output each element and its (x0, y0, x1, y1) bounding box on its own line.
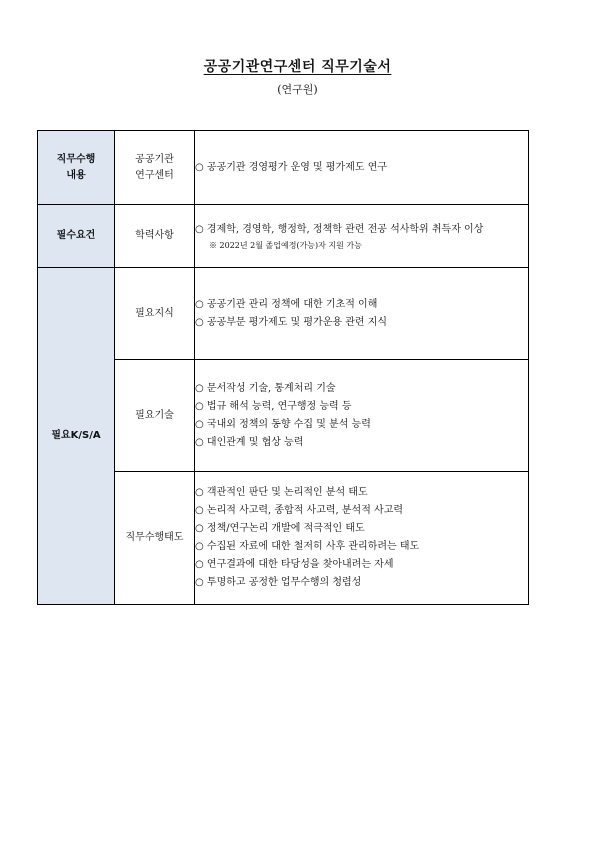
duty-item: ○ 공공기관 경영평가 운영 및 평가제도 연구 (195, 159, 528, 177)
attitude-content-cell (195, 472, 529, 605)
job-description-table (37, 130, 529, 605)
duty-content-cell (195, 131, 529, 205)
knowledge-item: ○ 공공부문 평가제도 및 평가운용 관련 지식 (195, 314, 528, 332)
attitude-item: ○ 수집된 자료에 대한 철저히 사후 관리하려는 태도 (195, 538, 528, 556)
duty-sub-line2: 연구센터 (135, 169, 174, 181)
duty-sub-line1: 공공기관 (135, 153, 174, 165)
skill-item: ○ 대인관계 및 협상 능력 (195, 434, 528, 452)
requirement-category-cell: 필수요건 (38, 205, 115, 268)
requirement-content-cell (195, 205, 529, 268)
duty-sub-cell (115, 131, 195, 205)
duty-row (38, 131, 529, 205)
attitude-item: ○ 정책/연구논리 개발에 적극적인 태도 (195, 520, 528, 538)
duty-category-cell (38, 131, 115, 205)
attitude-item: ○ 논리적 사고력, 종합적 사고력, 분석적 사고력 (195, 502, 528, 520)
knowledge-content-cell (195, 268, 529, 360)
requirement-item: ○ 경제학, 경영학, 행정학, 정책학 관련 전공 석사학위 취득자 이상 (195, 221, 528, 239)
knowledge-row (38, 268, 529, 360)
requirement-note: ※ 2022년 2월 졸업예정(가능)자 지원 가능 (209, 240, 362, 250)
skill-item: ○ 국내외 정책의 동향 수집 및 분석 능력 (195, 416, 528, 434)
document-title-text: 공공기관연구센터 직무기술서 (203, 59, 392, 75)
knowledge-item: ○ 공공기관 관리 정책에 대한 기초적 이해 (195, 296, 528, 314)
skill-content-cell (195, 360, 529, 472)
skill-sub-cell: 필요기술 (115, 360, 195, 472)
attitude-item: ○ 연구결과에 대한 타당성을 찾아내려는 자세 (195, 556, 528, 574)
document-title (0, 56, 595, 76)
skill-item: ○ 법규 해석 능력, 연구행정 능력 등 (195, 398, 528, 416)
attitude-item: ○ 객관적인 판단 및 논리적인 분석 태도 (195, 484, 528, 502)
skill-item: ○ 문서작성 기술, 통계처리 기술 (195, 380, 528, 398)
duty-category-line2: 내용 (66, 169, 86, 181)
requirement-row (38, 205, 529, 268)
requirement-sub-cell: 학력사항 (115, 205, 195, 268)
duty-category-line1: 직무수행 (56, 153, 96, 165)
attitude-sub-cell: 직무수행태도 (115, 472, 195, 605)
ksa-category-cell: 필요K/S/A (38, 268, 115, 605)
knowledge-sub-cell: 필요지식 (115, 268, 195, 360)
document-subtitle: (연구원) (277, 83, 318, 96)
attitude-item: ○ 투명하고 공정한 업무수행의 청렴성 (195, 574, 528, 592)
